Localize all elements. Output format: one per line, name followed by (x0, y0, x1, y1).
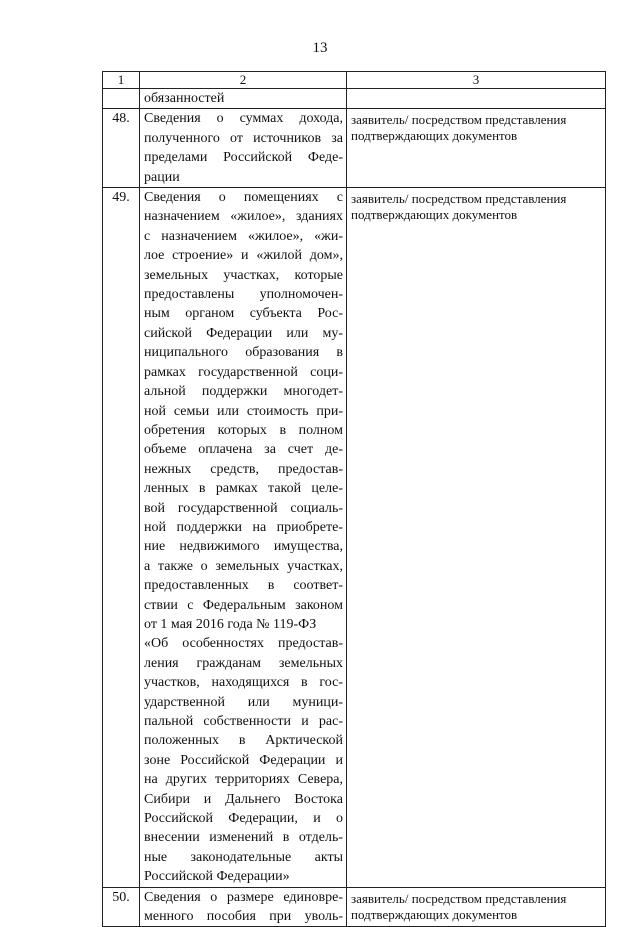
description-line: сийской Федерации или му- (144, 325, 343, 341)
description-line: полученного от источников за (144, 130, 343, 146)
description-line: Российской Федерации» (144, 869, 290, 885)
description-line: ние недвижимого имущества, (144, 539, 343, 555)
description-line: ленных в рамках такой целе- (144, 481, 343, 497)
description-line: альной поддержки многодет- (144, 384, 343, 400)
description-line: земельных участках, которые (144, 267, 343, 283)
description-line: с назначением «жилое», «жи- (144, 228, 343, 244)
description-line: пределами Российской Феде- (144, 150, 343, 166)
description-line: положенных в Арктической (144, 733, 343, 749)
description-line: ударственной или муници- (144, 694, 343, 710)
description-line: менного пособия при уволь- (144, 909, 343, 925)
row-description (140, 109, 347, 188)
description-line: а также о земельных участках, (144, 558, 343, 574)
description-line: внесении изменений в отдель- (144, 830, 343, 846)
description-line: обретения которых в полном (144, 422, 343, 438)
description-line: рации (144, 169, 180, 185)
description-line: нежных средств, предостав- (144, 461, 343, 477)
source-line: заявитель/ посредством представления (351, 112, 567, 128)
description-line: ным органом субъекта Рос- (144, 306, 343, 322)
description-line: предоставленных в соответ- (144, 578, 343, 594)
description-line: лое строение» и «жилой дом», (144, 248, 343, 264)
page-number: 13 (312, 40, 328, 56)
description-line: участков, находящихся в гос- (144, 675, 343, 691)
description-line: пальной собственности и рас- (144, 714, 343, 729)
description-line: Сибири и Дальнего Востока (144, 791, 343, 807)
row-source (347, 188, 606, 888)
description-line: Сведения о размере единовре- (144, 889, 343, 905)
description-line: объеме оплачена за счет де- (144, 442, 343, 458)
description-line: от 1 мая 2016 года № 119-ФЗ (144, 616, 317, 632)
row-number: 49. (103, 188, 140, 888)
source-line: заявитель/ посредством представления (351, 890, 567, 906)
documents-table (102, 71, 606, 927)
row-description (140, 188, 347, 888)
description-line: назначением «жилое», зданиях (144, 209, 343, 225)
description-line: Сведения о помещениях с (144, 190, 343, 206)
table-row-48 (103, 109, 606, 188)
description-line: ные законодательные акты (144, 849, 343, 865)
description-line: ниципального образования в (144, 345, 343, 361)
description-line: рамках государственной соци- (144, 364, 343, 380)
table-row-49 (103, 188, 606, 888)
row-description (140, 887, 347, 927)
description-line: зоне Российской Федерации и (144, 752, 343, 768)
header-col-1: 1 (103, 72, 140, 89)
description-line: Российской Федерации, и о (144, 811, 343, 827)
row-source (347, 887, 606, 927)
description-line: ной семьи или стоимость при- (144, 403, 343, 419)
description-line: ления гражданам земельных (144, 655, 343, 671)
description-line: ной поддержки на приобрете- (144, 519, 343, 535)
source-line: подтверждающих документов (351, 128, 518, 144)
source-line: подтверждающих документов (351, 906, 518, 922)
description-line: предоставлены уполномочен- (144, 287, 343, 303)
continuation-row (103, 89, 606, 109)
source-line: подтверждающих документов (351, 207, 518, 223)
table-row-50 (103, 887, 606, 927)
header-col-2: 2 (140, 72, 347, 89)
description-line: вой государственной социаль- (144, 500, 343, 516)
description-line: «Об особенностях предостав- (144, 636, 343, 652)
description-line: Сведения о суммах дохода, (144, 111, 343, 127)
row-source (347, 109, 606, 188)
row-number: 50. (103, 887, 140, 927)
description-line: на других территориях Севера, (144, 772, 343, 788)
description-line: ствии с Федеральным законом (144, 597, 343, 613)
table-header-row (103, 72, 606, 89)
row-number: 48. (103, 109, 140, 188)
continuation-text: обязанностей (140, 89, 347, 109)
header-col-3: 3 (347, 72, 606, 89)
source-line: заявитель/ посредством представления (351, 191, 567, 207)
